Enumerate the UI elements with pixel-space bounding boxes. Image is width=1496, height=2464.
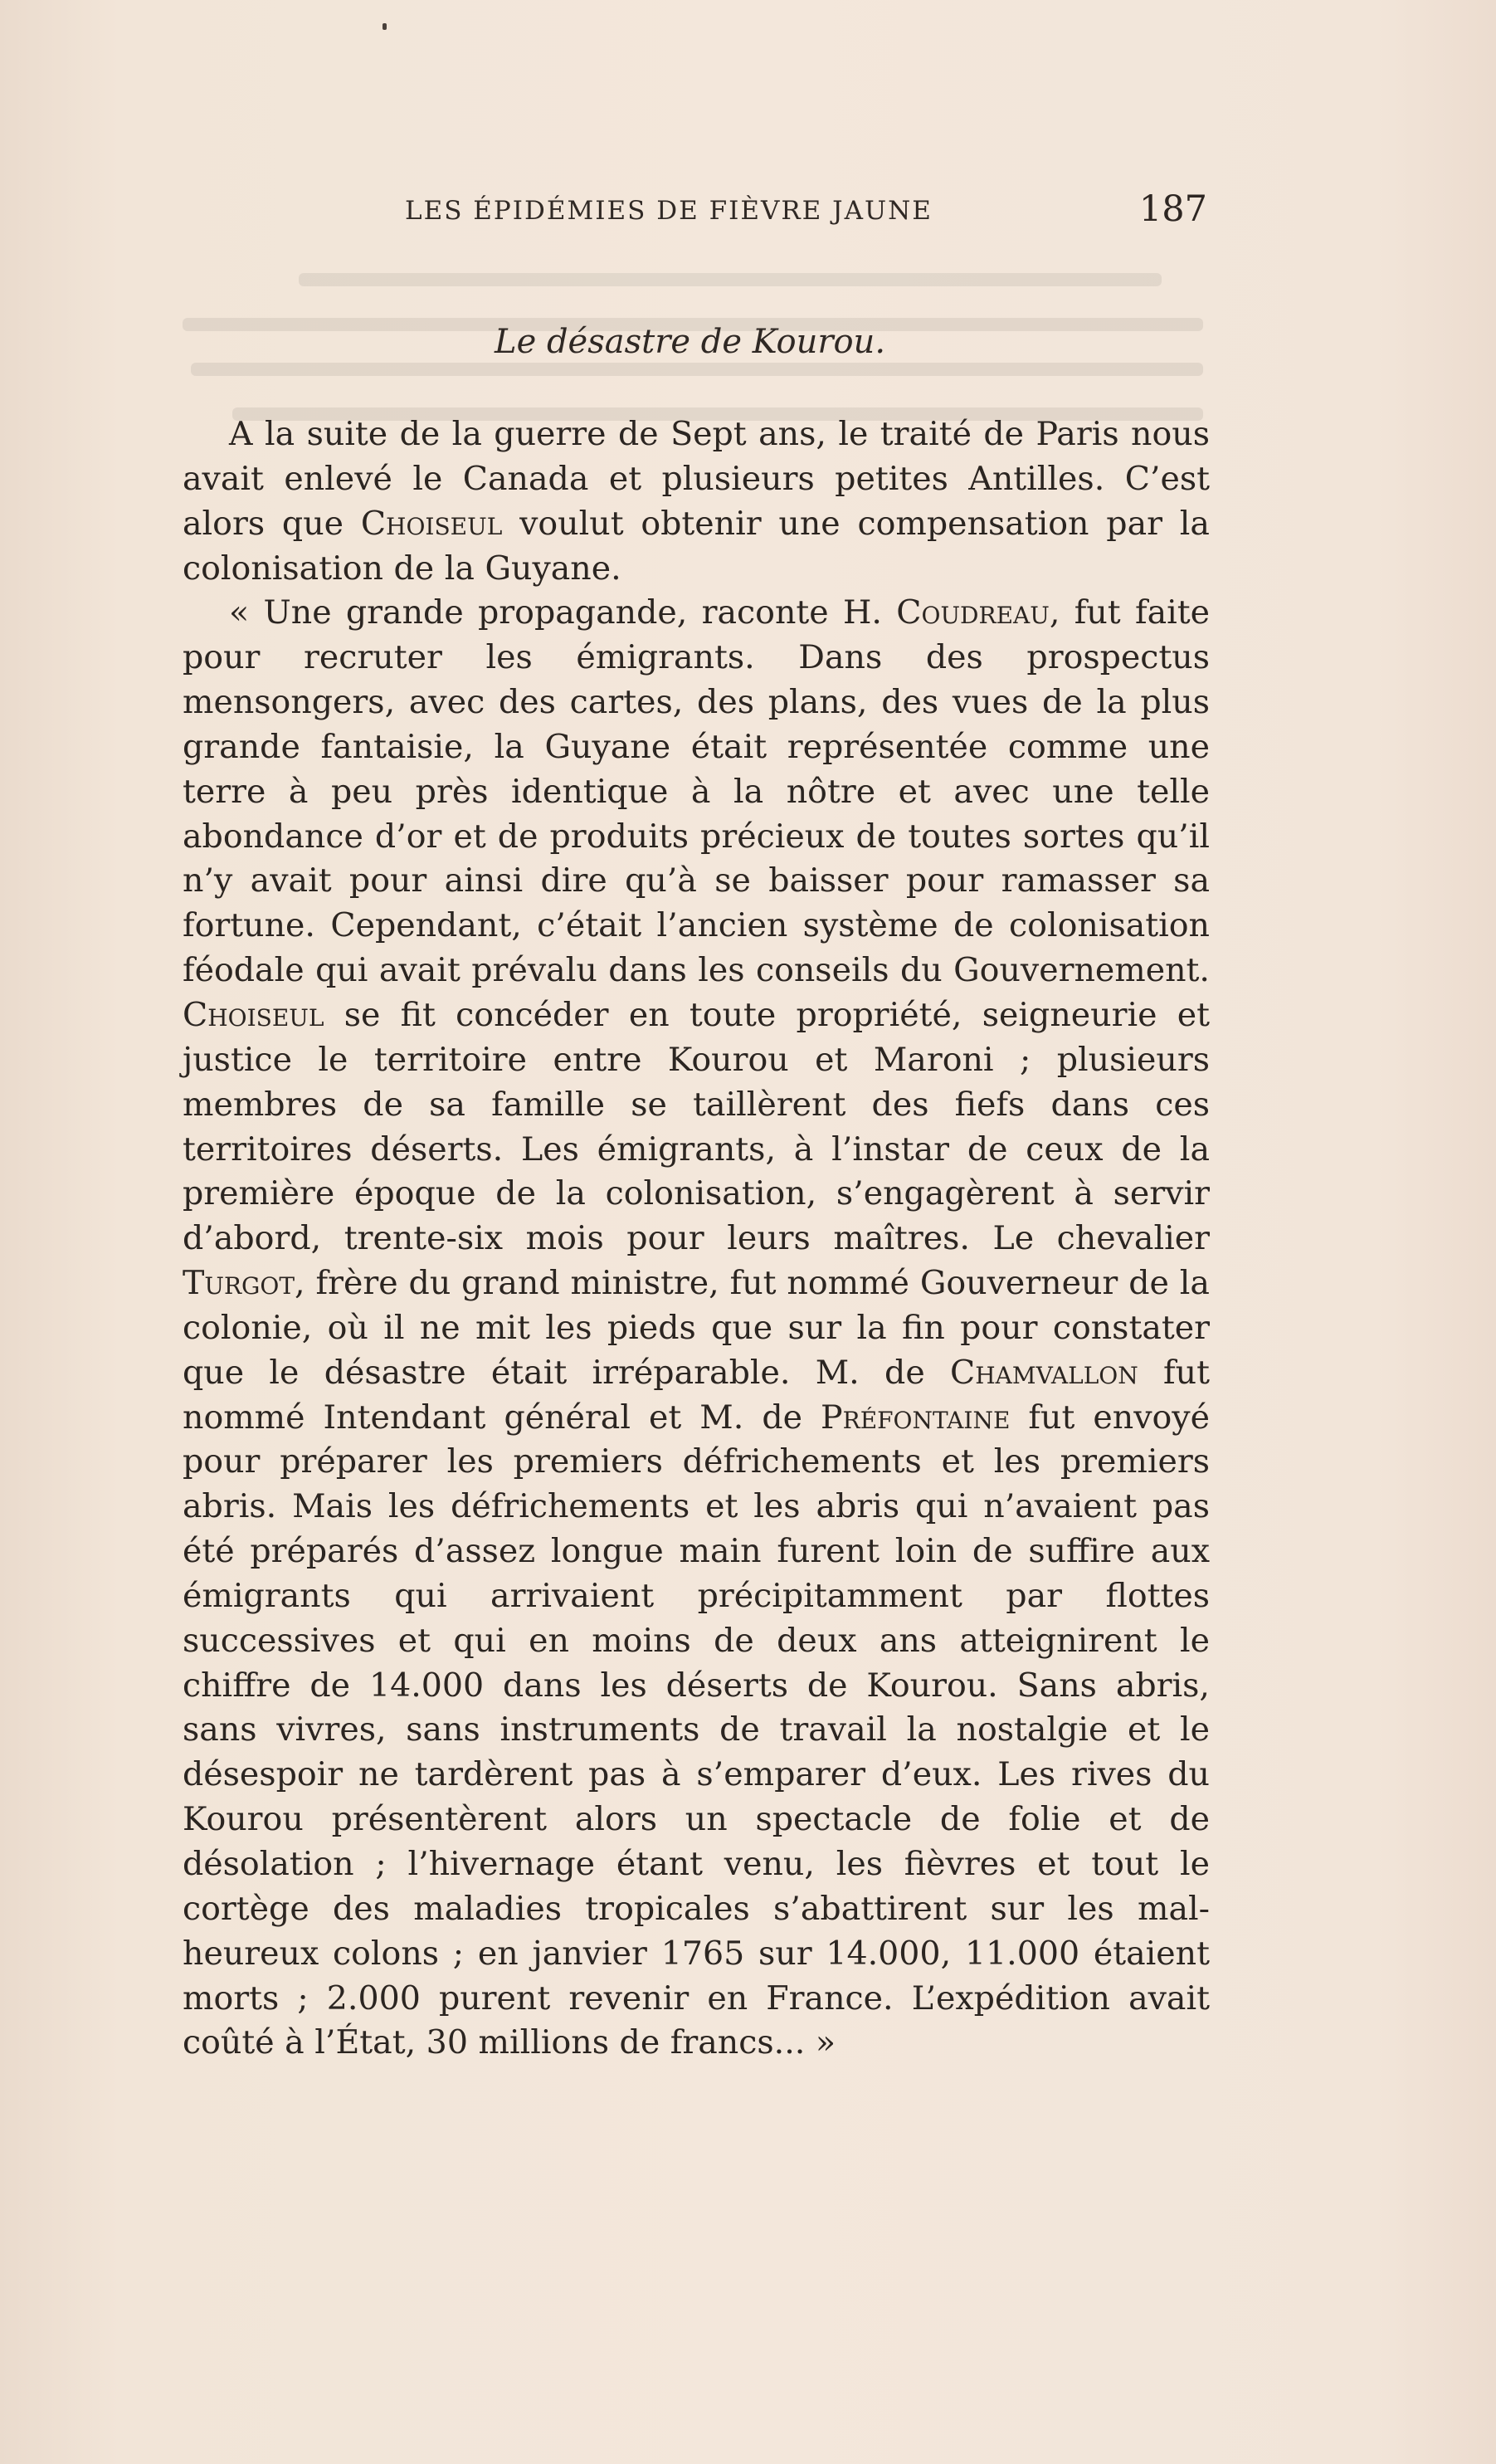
person-name-turgot: Turgot [183, 1264, 295, 1303]
paragraph-2-text-e: fut nommé Intendant général et M. de [183, 1353, 1210, 1437]
person-name-choiseul-2: Choiseul [183, 995, 324, 1034]
body-text [183, 412, 1210, 2066]
section-title: Le désastre de Kourou. [495, 323, 886, 361]
paragraph-1-text-a: A la suite de la guerre de Sept ans, le traité de Paris nous avait enlevé le Canada et plusieurs petites Antilles. C’est alors que [183, 415, 1210, 543]
person-name-chamvallon: Chamvallon [950, 1353, 1138, 1392]
page-number: 187 [1138, 188, 1207, 230]
paragraph-1-text-b: voulut obtenir une compensation par la colonisation de la Guyane. [183, 504, 1210, 588]
paragraph-2-text-f: fut envoyé pour préparer les premiers défrichements et les premiers abris. Mais les défrichements et les abris qui n’avaient pas été préparés d’assez longue main furent loin de suffire aux émigrants qui arrivaient précipitamment par flottes successives et qui en moins de deux ans atteignirent le chiffre de 14.000 dans les déserts de Kourou. Sans abris, sans vivres, sans instruments de travail la nostalgie et le désespoir ne tardèrent pas à s’emparer d’eux. Les rives du Kourou présentèrent alors un spectacle de folie et de désolation ; l’hivernage étant venu, les fièvres et tout le cortège des maladies tropicales s’abattirent sur les malheureux colons ; en janvier 1765 sur 14.000, 11.000 étaient morts ; 2.000 purent revenir en France. L’expédition avait coûté à l’État, 30 millions de francs... » [183, 1398, 1210, 2062]
paragraph-1 [183, 412, 1210, 591]
paragraph-2-text-c: se fit concéder en toute propriété, seigneurie et justice le territoire entre Kourou et Maroni ; plusieurs membres de sa famille se taillèrent des fiefs dans ces territoires déserts. Les émigrants, à l’instar de ceux de la première époque de la colonisation, s’engagèrent à servir d’abord, trente-six mois pour leurs maîtres. Le chevalier [183, 995, 1210, 1258]
paragraph-2-text-d: , frère du grand ministre, fut nommé Gouverneur de la colonie, où il ne mit les pieds que sur la fin pour constater que le désastre était irréparable. M. de [183, 1264, 1210, 1392]
running-title: LES ÉPIDÉMIES DE FIÈVRE JAUNE [405, 196, 933, 226]
person-name-choiseul: Choiseul [360, 504, 503, 543]
person-name-coudreau: Coudreau [896, 593, 1050, 632]
paragraph-2-text-a: « Une grande propagande, raconte H. [229, 593, 897, 632]
paragraph-2-text-b: , fut faite pour recruter les émigrants. Dans des prospectus mensongers, avec des cartes, des plans, des vues de la plus grande fantaisie, la Guyane était représentée comme une terre à peu près identique à la nôtre et avec une telle abondance d’or et de produits précieux de toutes sortes qu’il n’y avait pour ainsi dire qu’à se baisser pour ramasser sa fortune. Cependant, c’était l’ancien système de colonisation féodale qui avait prévalu dans les conseils du Gouvernement. [183, 593, 1211, 990]
person-name-prefontaine: Préfontaine [821, 1398, 1011, 1437]
page-header [183, 188, 1216, 242]
ink-speck [383, 23, 387, 30]
paragraph-2 [183, 591, 1210, 2066]
